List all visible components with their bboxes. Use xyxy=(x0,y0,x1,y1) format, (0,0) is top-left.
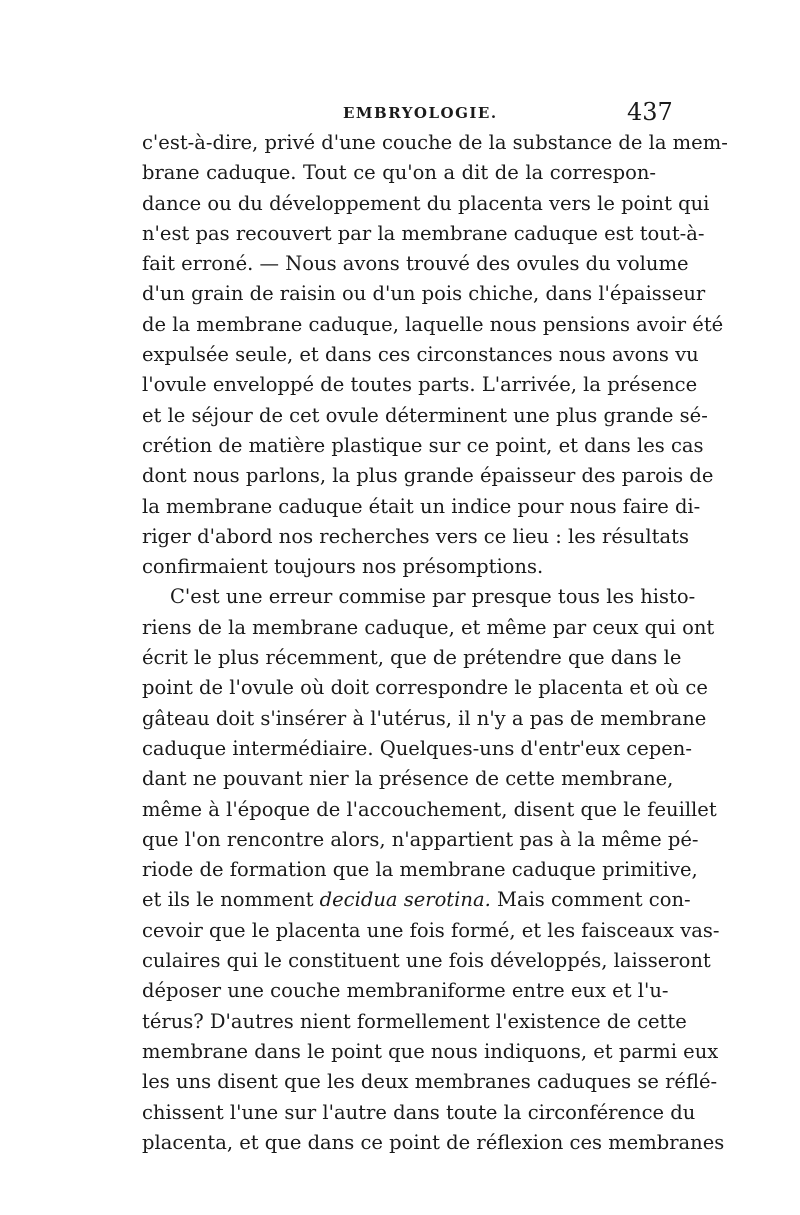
text-line: riger d'abord nos recherches vers ce lieu : les résultats xyxy=(142,524,689,548)
text-line: expulsée seule, et dans ces circonstances nous avons vu xyxy=(142,343,699,367)
text-line: l'ovule enveloppé de toutes parts. L'arrivée, la présence xyxy=(142,373,698,397)
text-line: que l'on rencontre alors, n'appartient pas à la même pé- xyxy=(142,827,699,851)
paragraph-start-line: C'est une erreur commise par presque tous les histo- xyxy=(170,585,696,609)
text-line: cevoir que le placenta une fois formé, et les faisceaux vas- xyxy=(142,918,720,942)
running-head xyxy=(0,98,800,128)
text-line: même à l'époque de l'accouchement, disent que le feuillet xyxy=(142,797,717,821)
paragraph-end-line: confirmaient toujours nos présomptions. xyxy=(142,555,544,579)
text-fragment: Mais comment con- xyxy=(490,888,691,912)
italic-term: decidua serotina. xyxy=(319,888,491,912)
page-number: 437 xyxy=(627,98,673,126)
text-line: caduque intermédiaire. Quelques-uns d'entr'eux cepen- xyxy=(142,736,692,760)
text-line: placenta, et que dans ce point de réflexion ces membranes xyxy=(142,1130,725,1154)
text-line: fait erroné. — Nous avons trouvé des ovules du volume xyxy=(142,252,689,276)
text-line: brane caduque. Tout ce qu'on a dit de la correspon- xyxy=(142,161,656,185)
text-line: térus? D'autres nient formellement l'existence de cette xyxy=(142,1009,687,1033)
text-line: riens de la membrane caduque, et même par ceux qui ont xyxy=(142,615,715,639)
text-line: dant ne pouvant nier la présence de cette membrane, xyxy=(142,767,674,791)
text-line: n'est pas recouvert par la membrane caduque est tout-à- xyxy=(142,221,705,245)
text-line: riode de formation que la membrane caduque primitive, xyxy=(142,858,698,882)
text-line: point de l'ovule où doit correspondre le placenta et où ce xyxy=(142,676,708,700)
text-line: gâteau doit s'insérer à l'utérus, il n'y a pas de membrane xyxy=(142,706,707,730)
text-line: déposer une couche membraniforme entre eux et l'u- xyxy=(142,979,669,1003)
text-line: de la membrane caduque, laquelle nous pensions avoir été xyxy=(142,312,724,336)
text-line: c'est-à-dire, privé d'une couche de la substance de la mem- xyxy=(142,131,728,154)
text-line: culaires qui le constituent une fois développés, laisseront xyxy=(142,949,711,973)
text-line: la membrane caduque était un indice pour nous faire di- xyxy=(142,494,701,518)
text-fragment: et ils le nomment xyxy=(142,888,320,912)
text-line: et le séjour de cet ovule déterminent une plus grande sé- xyxy=(142,403,708,427)
text-line: crétion de matière plastique sur ce point, et dans les cas xyxy=(142,433,704,457)
text-line-with-italic xyxy=(142,885,691,915)
text-line: dance ou du développement du placenta vers le point qui xyxy=(142,191,710,215)
text-line: écrit le plus récemment, que de prétendre que dans le xyxy=(142,646,682,670)
text-line: dont nous parlons, la plus grande épaisseur des parois de xyxy=(142,464,714,488)
text-line: membrane dans le point que nous indiquons, et parmi eux xyxy=(142,1039,719,1063)
text-line: les uns disent que les deux membranes caduques se réflé- xyxy=(142,1070,718,1094)
body-text xyxy=(142,128,728,1158)
text-line: chissent l'une sur l'autre dans toute la circonférence du xyxy=(142,1100,696,1124)
running-title: EMBRYOLOGIE. xyxy=(343,104,498,122)
text-line: d'un grain de raisin ou d'un pois chiche, dans l'épaisseur xyxy=(142,282,706,306)
